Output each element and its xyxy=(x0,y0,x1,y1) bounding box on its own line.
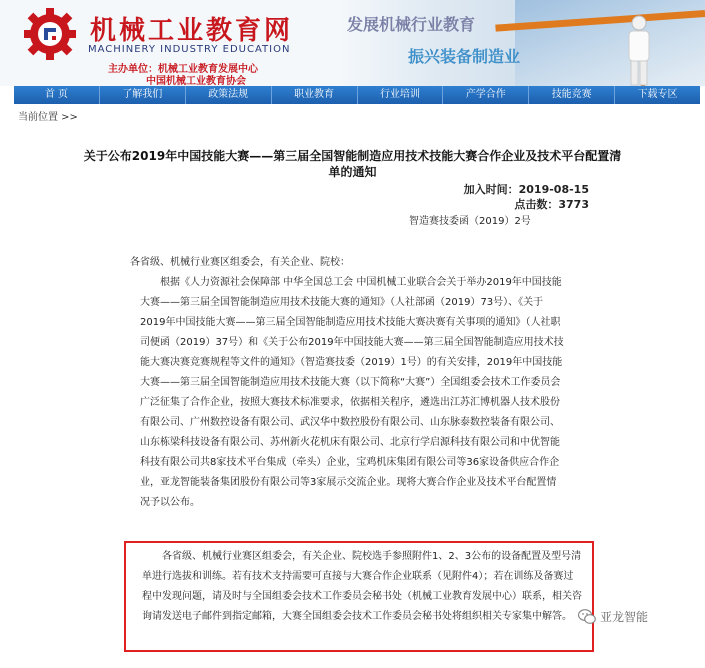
publish-date xyxy=(464,181,589,197)
gear-logo-icon[interactable] xyxy=(22,6,78,62)
wechat-icon xyxy=(578,609,596,625)
site-title-english: MACHINERY INDUSTRY EDUCATION xyxy=(88,44,291,55)
watermark-label: 亚龙智能 xyxy=(600,610,649,624)
nav-download[interactable]: 下载专区 xyxy=(637,89,678,100)
site-banner xyxy=(0,0,705,86)
publish-date-value: 2019-08-15 xyxy=(518,183,589,196)
click-count-value: 3773 xyxy=(558,198,589,211)
nav-competition[interactable]: 技能竞赛 xyxy=(529,86,615,104)
nav-home[interactable]: 首 页 xyxy=(14,86,100,104)
nav-training[interactable]: 行业培训 xyxy=(358,86,444,104)
host-organization: 主办单位：机械工业教育发展中心 xyxy=(108,64,258,75)
salutation: 各省级、机械行业赛区组委会，有关企业、院校： xyxy=(130,257,350,268)
nav-cooperation[interactable]: 产学合作 xyxy=(443,86,529,104)
publish-date-label: 加入时间： xyxy=(463,183,519,196)
body-paragraph-2: 各省级、机械行业赛区组委会，有关企业、院校选手参照附件1、2、3公布的设备配置及型号清单进行选拔和训练。若有技术支持需要可直接与大赛合作企业联系（见附件4）；若在训练及备赛过程中发现问题，请及时与全国组委会技术工作委员会秘书处（机械工业教育发展中心）联系，相关咨询请发送电子邮件到指定邮箱，大赛全国组委会技术工作委员会秘书处将组织相关专家集中解答。 xyxy=(142,551,582,622)
click-count xyxy=(514,196,589,212)
breadcrumb: 当前位置 >> xyxy=(18,112,78,123)
site-title[interactable]: 机械工业教育网 xyxy=(90,16,294,46)
click-count-label: 点击数： xyxy=(514,198,559,211)
nav-vocational[interactable]: 职业教育 xyxy=(272,86,358,104)
body-paragraph-1: 根据《人力资源社会保障部 中华全国总工会 中国机械工业联合会关于举办2019年中国技能大赛——第三届全国智能制造应用技术技能大赛的通知》（人社部函（2019）73号）、《关于2019年中国技能大赛——第三届全国智能制造应用技术技能大赛决赛有关事项的通知》（人社职司便函（2019）37号）和《关于公布2019年中国技能大赛——第三届全国智能制造应用技术技能大赛决赛竞赛规程等文件的通知》（智造赛技委（2019）1号）的有关安排，2019年中国技能大赛——第三届全国智能制造应用技术技能大赛（以下简称“大赛”）全国组委会技术工作委员会广泛征集了合作企业，按照大赛技术标准要求，依据相关程序，遴选出江苏汇博机器人技术股份有限公司、广州数控设备有限公司、武汉华中数控股份有限公司、山东脉泰数控装备有限公司、山东栋梁科技设备有限公司、苏州新火花机床有限公司、北京行学启源科技有限公司和中优智能科技有限公司共8家技术平台集成（牵头）企业，宝鸡机床集团有限公司等36家设备供应合作企业，亚龙智能装备集团股份有限公司等3家展示交流企业。现将大赛合作企业及技术平台配置情况予以公布。 xyxy=(140,277,564,508)
wechat-watermark xyxy=(578,608,648,625)
slogan-primary: 发展机械行业教育 xyxy=(347,15,476,34)
main-nav xyxy=(14,86,700,104)
slogan-secondary: 振兴装备制造业 xyxy=(408,47,521,66)
article-title: 关于公布2019年中国技能大赛——第三届全国智能制造应用技术技能大赛合作企业及技术平台配置清单的通知 xyxy=(83,149,622,179)
host-association: 中国机械工业教育协会 xyxy=(146,76,246,86)
nav-about[interactable]: 了解我们 xyxy=(100,86,186,104)
document-number: 智造赛技委函（2019）2号 xyxy=(409,216,531,227)
nav-policy[interactable]: 政策法规 xyxy=(186,86,272,104)
worker-illustration xyxy=(621,14,657,86)
